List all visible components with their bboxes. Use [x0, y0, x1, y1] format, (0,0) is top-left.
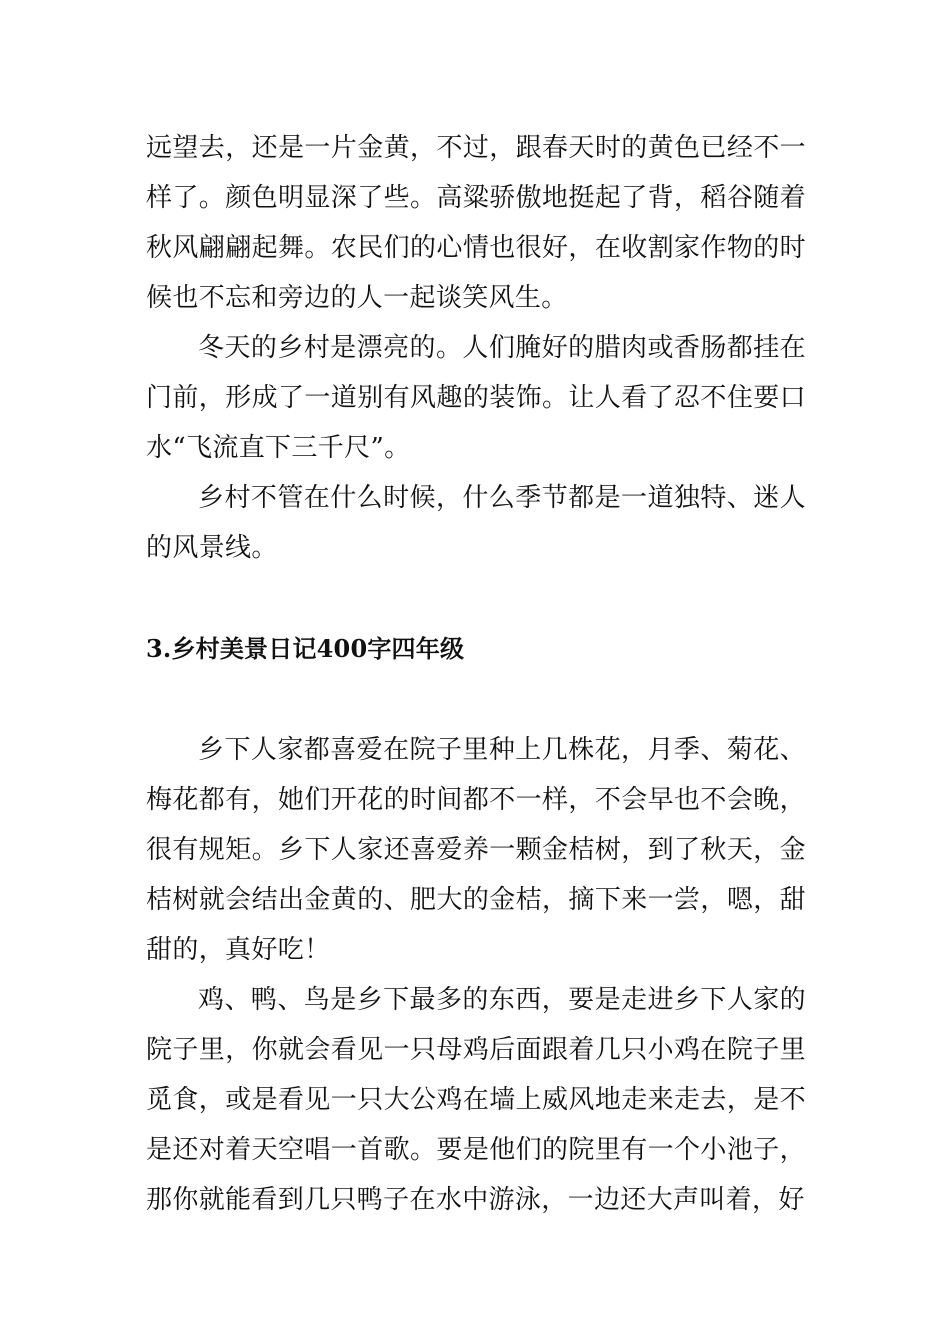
document-page	[146, 123, 806, 1225]
section-heading: 3.乡村美景日记400字四年级	[146, 634, 465, 663]
paragraph-winter: 冬天的乡村是漂亮的。人们腌好的腊肉或香肠都挂在门前，形成了一道别有风趣的装饰。让人看了忍不住要口水“飞流直下三千尺”。	[146, 333, 806, 463]
spacer	[146, 674, 806, 725]
spacer	[146, 573, 806, 624]
paragraph-flowers: 乡下人家都喜爱在院子里种上几株花，月季、菊花、梅花都有，她们开花的时间都不一样，不会早也不会晚，很有规矩。乡下人家还喜爱养一颗金桔树，到了秋天，金桔树就会结出金黄的、肥大的金桔，摘下来一尝，嗯，甜甜的，真好吃！	[146, 735, 806, 965]
paragraph-conclusion: 乡村不管在什么时候，什么季节都是一道独特、迷人的风景线。	[146, 483, 806, 563]
paragraph-autumn-continued: 远望去，还是一片金黄，不过，跟春天时的黄色已经不一样了。颜色明显深了些。高粱骄傲地挺起了背，稻谷随着秋风翩翩起舞。农民们的心情也很好，在收割家作物的时候也不忘和旁边的人一起谈笑风生。	[146, 133, 806, 313]
paragraph-poultry: 鸡、鸭、鸟是乡下最多的东西，要是走进乡下人家的院子里，你就会看见一只母鸡后面跟着几只小鸡在院子里觅食，或是看见一只大公鸡在墙上威风地走来走去，是不是还对着天空唱一首歌。要是他们的院里有一个小池子，那你就能看到几只鸭子在水中游泳，一边还大声叫着，好	[146, 985, 806, 1215]
